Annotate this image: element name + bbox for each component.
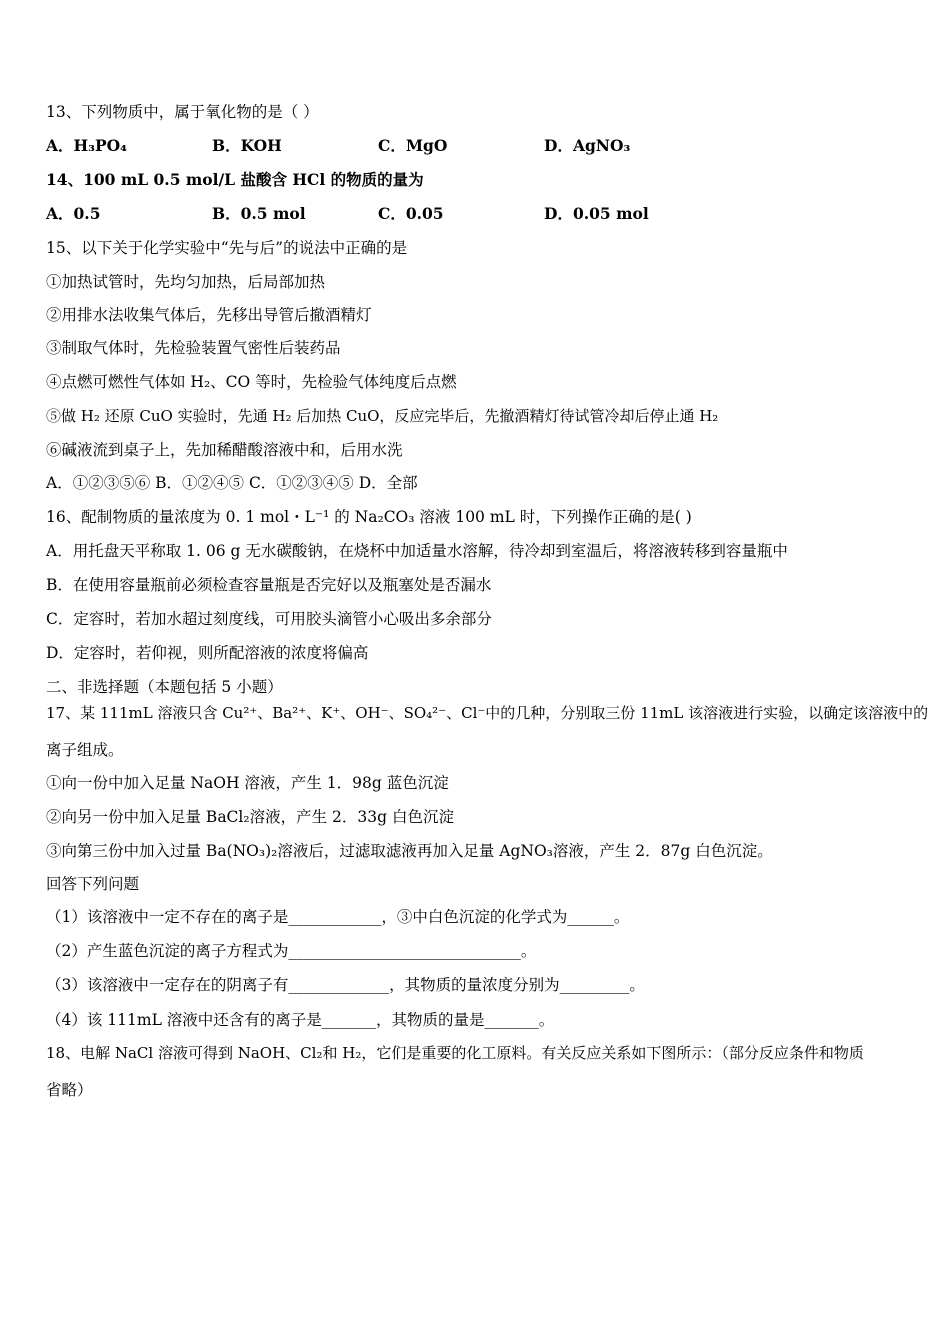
q17-subquestion-4: （4）该 111mL 溶液中还含有的离子是_______，其物质的量是_______。 bbox=[46, 1011, 555, 1029]
q17-stem-continued: 离子组成。 bbox=[46, 741, 124, 759]
q15-answer-options: A．①②③⑤⑥ B．①②④⑤ C．①②③④⑤ D．全部 bbox=[46, 474, 418, 492]
q14-option-a: A．0.5 bbox=[46, 204, 101, 223]
q17-step: ③向第三份中加入过量 Ba(NO₃)₂溶液后，过滤取滤液再加入足量 AgNO₃溶液，产生 2．87g 白色沉淀。 bbox=[46, 842, 773, 860]
q16-stem: 16、配制物质的量浓度为 0. 1 mol・L⁻¹ 的 Na₂CO₃ 溶液 100 mL 时，下列操作正确的是( ) bbox=[46, 508, 692, 526]
q14-option-d: D．0.05 mol bbox=[544, 204, 649, 223]
q14-option-c: C．0.05 bbox=[378, 204, 444, 223]
q14-stem: 14、100 mL 0.5 mol/L 盐酸含 HCl 的物质的量为 bbox=[46, 170, 424, 189]
q15-item: ①加热试管时，先均匀加热，后局部加热 bbox=[46, 273, 326, 291]
q15-item: ⑥碱液流到桌子上，先加稀醋酸溶液中和，后用水洗 bbox=[46, 441, 403, 459]
q18-stem-continued: 省略） bbox=[46, 1081, 93, 1099]
q13-option-c: C．MgO bbox=[378, 136, 448, 155]
q13-option-a: A．H₃PO₄ bbox=[46, 136, 127, 155]
q13-option-b: B．KOH bbox=[212, 136, 282, 155]
q16-option-b: B．在使用容量瓶前必须检查容量瓶是否完好以及瓶塞处是否漏水 bbox=[46, 576, 492, 594]
q17-step: ②向另一份中加入足量 BaCl₂溶液，产生 2．33g 白色沉淀 bbox=[46, 808, 454, 826]
q18-stem: 18、电解 NaCl 溶液可得到 NaOH、Cl₂和 H₂，它们是重要的化工原料。有关反应关系如下图所示：（部分反应条件和物质 bbox=[46, 1044, 864, 1062]
q16-option-d: D．定容时，若仰视，则所配溶液的浓度将偏高 bbox=[46, 644, 369, 662]
q16-option-a: A．用托盘天平称取 1. 06 g 无水碳酸钠，在烧杯中加适量水溶解，待冷却到室温后，将溶液转移到容量瓶中 bbox=[46, 542, 788, 560]
q13-stem: 13、下列物质中，属于氧化物的是（ ） bbox=[46, 103, 319, 121]
q16-option-c: C．定容时，若加水超过刻度线，可用胶头滴管小心吸出多余部分 bbox=[46, 610, 492, 628]
q13-option-d: D．AgNO₃ bbox=[544, 136, 631, 155]
q17-subquestion-2: （2）产生蓝色沉淀的离子方程式为______________________________。 bbox=[46, 942, 537, 960]
q15-item: ③制取气体时，先检验装置气密性后装药品 bbox=[46, 339, 341, 357]
q17-step: ①向一份中加入足量 NaOH 溶液，产生 1．98g 蓝色沉淀 bbox=[46, 774, 449, 792]
q14-option-b: B．0.5 mol bbox=[212, 204, 306, 223]
q17-prompt: 回答下列问题 bbox=[46, 875, 140, 893]
section-heading: 二、非选择题（本题包括 5 小题） bbox=[46, 678, 283, 696]
q17-subquestion-3: （3）该溶液中一定存在的阴离子有_____________，其物质的量浓度分别为_________。 bbox=[46, 976, 645, 994]
q15-item: ④点燃可燃性气体如 H₂、CO 等时，先检验气体纯度后点燃 bbox=[46, 373, 457, 391]
q15-stem: 15、以下关于化学实验中“先与后”的说法中正确的是 bbox=[46, 239, 408, 257]
q17-stem: 17、某 111mL 溶液只含 Cu²⁺、Ba²⁺、K⁺、OH⁻、SO₄²⁻、Cl⁻中的几种，分别取三份 11mL 该溶液进行实验，以确定该溶液中的 bbox=[46, 704, 929, 722]
q15-item: ②用排水法收集气体后，先移出导管后撤酒精灯 bbox=[46, 306, 372, 324]
q17-subquestion-1: （1）该溶液中一定不存在的离子是____________，③中白色沉淀的化学式为______。 bbox=[46, 908, 630, 926]
q15-item: ⑤做 H₂ 还原 CuO 实验时，先通 H₂ 后加热 CuO，反应完毕后，先撤酒精灯待试管冷却后停止通 H₂ bbox=[46, 407, 719, 425]
